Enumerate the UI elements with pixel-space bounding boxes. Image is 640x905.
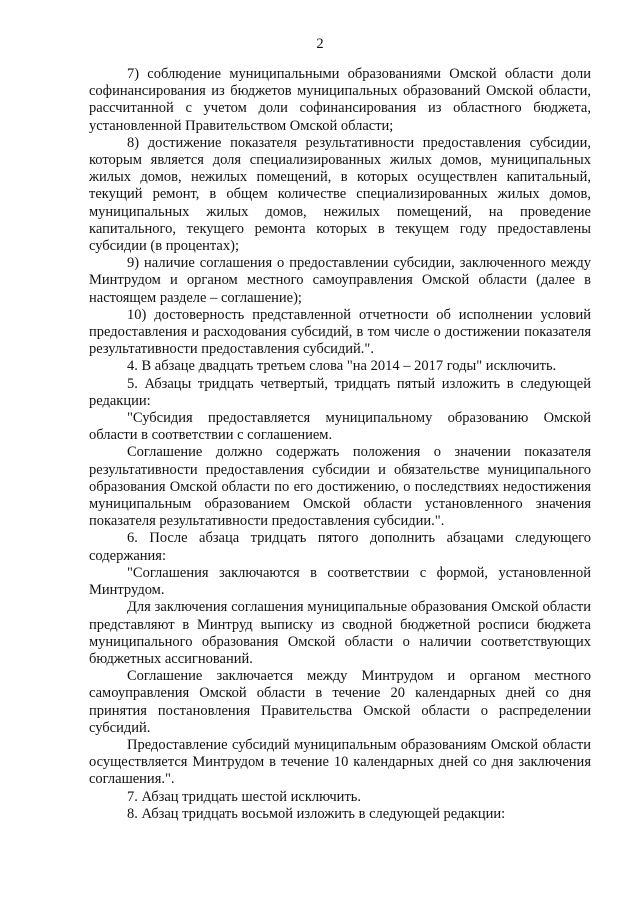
- paragraph-subsidy-transfer: Предоставление субсидий муниципальным образованиям Омской области осуществляется Минтрудом в течение 10 календарных дней со дня заключения соглашения.".: [89, 736, 591, 788]
- paragraph-agreement-term: Соглашение заключается между Минтрудом и органом местного самоуправления Омской области в течение 20 календарных дней со дня принятия постановления Правительства Омской области о распределении субсидий.: [89, 668, 591, 736]
- paragraph-agreement-documents: Для заключения соглашения муниципальные образования Омской области представляют в Минтруд выписку из сводной бюджетной росписи бюджета муниципального образования Омской области о наличии соответствующих бюджетных ассигнований.: [89, 599, 591, 667]
- paragraph-subsidy-provision: "Субсидия предоставляется муниципальному образованию Омской области в соответствии с соглашением.: [89, 410, 591, 444]
- paragraph-point-4: 4. В абзаце двадцать третьем слова "на 2014 – 2017 годы" исключить.: [127, 358, 557, 375]
- paragraph-item-7: 7) соблюдение муниципальными образованиями Омской области доли софинансирования из бюджетов муниципальных образований Омской области, рассчитанной с учетом доли софинансирования из областного бюджета, установленной Правительством Омской области;: [89, 66, 591, 134]
- page-number: 2: [316, 36, 324, 52]
- paragraph-point-6: 6. После абзаца тридцать пятого дополнить абзацами следующего содержания:: [89, 530, 591, 564]
- paragraph-point-5: 5. Абзацы тридцать четвертый, тридцать пятый изложить в следующей редакции:: [89, 375, 591, 409]
- paragraph-item-10: 10) достоверность представленной отчетности об исполнении условий предоставления и расходования субсидий, в том числе о достижении показателя результативности предоставления субсидий.".: [89, 306, 591, 358]
- paragraph-item-9: 9) наличие соглашения о предоставлении субсидии, заключенного между Минтрудом и органом местного самоуправления Омской области (далее в настоящем разделе – соглашение);: [89, 255, 591, 306]
- paragraph-agreement-form: "Соглашения заключаются в соответствии с формой, установленной Минтрудом.: [89, 564, 591, 599]
- document-body: [89, 66, 591, 823]
- paragraph-agreement-content: Соглашение должно содержать положения о значении показателя результативности предоставления субсидии и обязательстве муниципального образования Омской области по его достижению, о последствиях недостижения муниципальным образованием Омской области установленного значения показателя результативности предоставления субсидии.".: [89, 444, 591, 530]
- paragraph-point-7: 7. Абзац тридцать шестой исключить.: [127, 788, 362, 805]
- paragraph-item-8: 8) достижение показателя результативности предоставления субсидии, которым является доля специализированных жилых домов, муниципальных жилых домов, нежилых помещений, в которых осуществлен капитальный, текущий ремонт, в общем количестве специализированных жилых домов, муниципальных жилых домов, нежилых помещений, на проведение капитального, текущего ремонта которых в текущем году предоставлены субсидии (в процентах);: [89, 134, 591, 255]
- paragraph-point-8: 8. Абзац тридцать восьмой изложить в следующей редакции:: [127, 805, 506, 822]
